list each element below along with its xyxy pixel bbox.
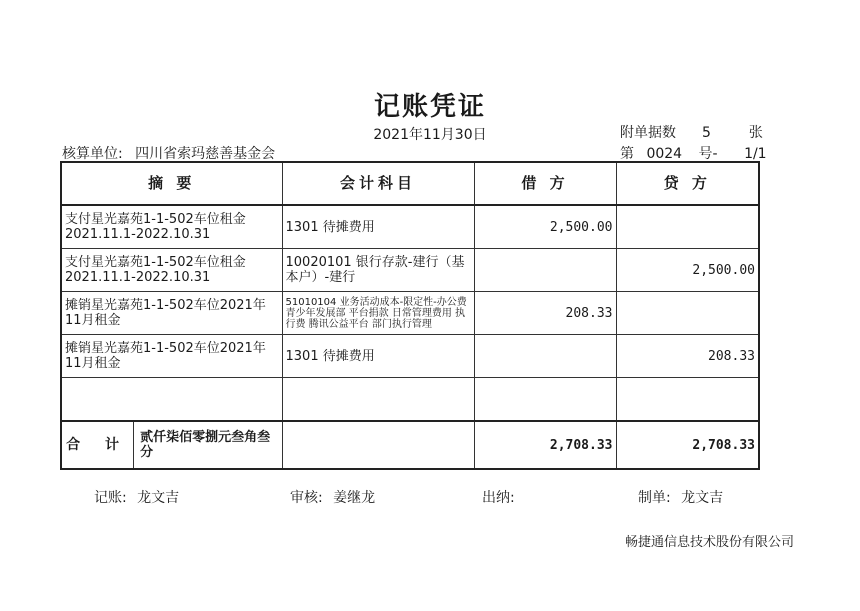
col-account-header: 会计科目 [282, 162, 474, 205]
table-row [61, 292, 759, 335]
row-debit [474, 335, 616, 378]
cashier-label: 出纳: [482, 490, 515, 506]
accounting-unit [62, 143, 275, 163]
col-summary-header: 摘 要 [61, 162, 282, 205]
cashier-signature [482, 487, 521, 507]
voucher-title: 记账凭证 [373, 92, 486, 122]
table-header-row [61, 162, 759, 205]
software-company: 畅捷通信息技术股份有限公司 [624, 535, 794, 550]
attachments-count: 5 [701, 125, 711, 141]
attachments-info [620, 122, 763, 142]
empty-cell [61, 378, 282, 422]
attachments-unit: 张 [748, 125, 763, 141]
bookkeeper-signature [94, 487, 179, 507]
row-credit [616, 292, 759, 335]
voucher-no-prefix: 第 [620, 146, 634, 162]
voucher-page: 1/1 [744, 146, 767, 162]
table-row [61, 205, 759, 249]
unit-name: 四川省索玛慈善基金会 [135, 146, 276, 162]
table-row [61, 335, 759, 378]
row-summary: 支付星光嘉苑1-1-502车位租金2021.11.1-2022.10.31 [61, 205, 282, 249]
attachments-label: 附单据数 [620, 125, 676, 141]
total-summary-cell [61, 421, 282, 469]
col-debit-header: 借 方 [474, 162, 616, 205]
preparer-name: 龙文吉 [681, 490, 724, 506]
row-account: 51010104 业务活动成本-限定性-办公费 青少年发展部 平台捐款 日常管理费用 执行费 腾讯公益平台 部门执行管理 [282, 292, 474, 335]
unit-label: 核算单位: [62, 146, 123, 162]
row-debit: 2,500.00 [474, 205, 616, 249]
empty-cell [616, 378, 759, 422]
row-debit: 208.33 [474, 292, 616, 335]
total-debit: 2,708.33 [474, 421, 616, 469]
total-label: 合 计 [62, 422, 134, 468]
preparer-signature [638, 487, 723, 507]
total-amount-in-words: 贰仟柒佰零捌元叁角叁分 [140, 430, 271, 460]
voucher-no: 0024 [646, 146, 683, 162]
row-credit: 208.33 [616, 335, 759, 378]
empty-cell [474, 378, 616, 422]
empty-cell [282, 378, 474, 422]
voucher-table [60, 161, 760, 470]
reviewer-name: 姜继龙 [333, 490, 376, 506]
row-account: 1301 待摊费用 [282, 335, 474, 378]
row-summary: 支付星光嘉苑1-1-502车位租金2021.11.1-2022.10.31 [61, 249, 282, 292]
total-credit: 2,708.33 [616, 421, 759, 469]
col-credit-header: 贷 方 [616, 162, 759, 205]
row-summary: 摊销星光嘉苑1-1-502车位2021年11月租金 [61, 292, 282, 335]
total-row [61, 421, 759, 469]
row-account: 10020101 银行存款-建行（基本户）-建行 [282, 249, 474, 292]
voucher-number [620, 143, 767, 163]
reviewer-signature [290, 487, 375, 507]
row-account: 1301 待摊费用 [282, 205, 474, 249]
row-credit [616, 205, 759, 249]
total-account-cell [282, 421, 474, 469]
bookkeeper-name: 龙文吉 [137, 490, 180, 506]
row-summary: 摊销星光嘉苑1-1-502车位2021年11月租金 [61, 335, 282, 378]
row-debit [474, 249, 616, 292]
table-row [61, 249, 759, 292]
row-credit: 2,500.00 [616, 249, 759, 292]
bookkeeper-label: 记账: [94, 490, 127, 506]
empty-row [61, 378, 759, 422]
preparer-label: 制单: [638, 490, 671, 506]
reviewer-label: 审核: [290, 490, 323, 506]
voucher-no-suffix: 号- [698, 146, 718, 162]
voucher-date: 2021年11月30日 [373, 127, 487, 143]
